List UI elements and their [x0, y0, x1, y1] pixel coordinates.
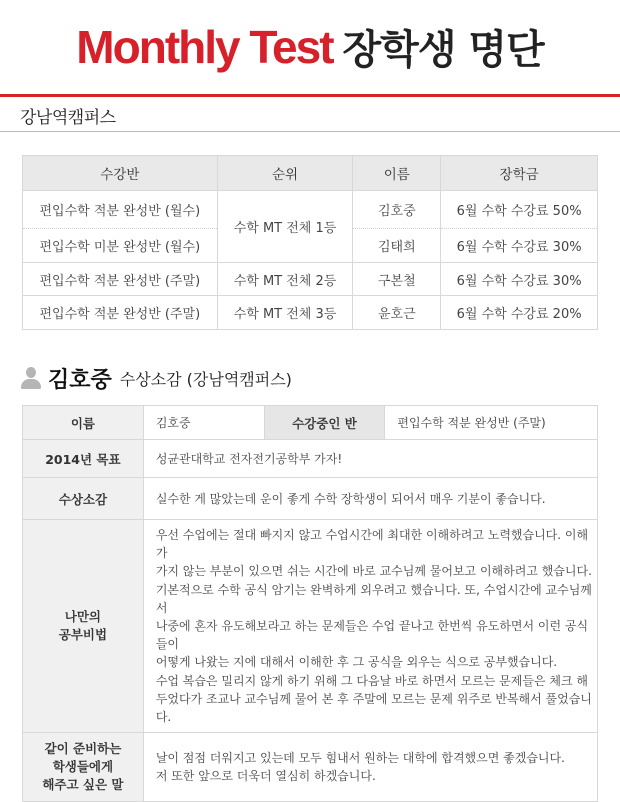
- col-header-name: 이름: [353, 156, 441, 191]
- cell-amount: 6월 수학 수강료 50%: [441, 191, 598, 229]
- table-row: [23, 263, 598, 296]
- testimonial-table: [22, 405, 598, 802]
- cell-class: 편입수학 적분 완성반 (월수): [23, 191, 218, 229]
- cell-class: 편입수학 적분 완성반 (주말): [23, 263, 218, 296]
- value-advice: 날이 점점 더워지고 있는데 모두 힘내서 원하는 대학에 합격했으면 좋겠습니다. 저 또한 앞으로 더욱더 열심히 하겠습니다.: [143, 733, 597, 802]
- col-header-rank: 순위: [217, 156, 353, 191]
- table-row: [23, 733, 598, 802]
- cell-name: 구본철: [353, 263, 441, 296]
- cell-amount: 6월 수학 수강료 30%: [441, 229, 598, 263]
- campus-divider: [0, 131, 620, 132]
- cell-class: 편입수학 적분 완성반 (주말): [23, 296, 218, 330]
- person-icon: [20, 366, 42, 390]
- testimonial-name: 김호중: [48, 367, 112, 393]
- label-method: 나만의 공부비법: [23, 520, 144, 733]
- cell-name: 윤호근: [353, 296, 441, 330]
- label-award: 수상소감: [23, 478, 144, 520]
- cell-name: 김태희: [353, 229, 441, 263]
- page-title: [0, 18, 620, 75]
- table-header-row: [23, 156, 598, 191]
- title-divider: [0, 94, 620, 97]
- campus-label: 강남역캠퍼스: [20, 108, 116, 128]
- title-english: Monthly Test: [76, 21, 333, 73]
- value-name: 김호중: [143, 406, 264, 440]
- cell-class: 편입수학 미분 완성반 (월수): [23, 229, 218, 263]
- label-goal: 2014년 목표: [23, 440, 144, 478]
- testimonial-subtitle: 수상소감 (강남역캠퍼스): [119, 369, 292, 389]
- label-name: 이름: [23, 406, 144, 440]
- table-row: [23, 406, 598, 440]
- title-korean: 장학생 명단: [342, 27, 544, 73]
- value-method: 우선 수업에는 절대 빠지지 않고 수업시간에 최대한 이해하려고 노력했습니다. 이해가 가지 않는 부분이 있으면 쉬는 시간에 바로 교수님께 물어보고 이해하려고 했습니다. 기본적으로 수학 공식 암기는 완벽하게 외우려고 했습니다. 또, 수업시간에 교수님께서 나중에 혼자 유도해보라고 하는 문제들은 수업 끝나고 한번씩 유도하면서 이런 공식들이 어떻게 나왔는 지에 대해서 이해한 후 그 공식을 외우는 식으로 공부했습니다. 수업 복습은 밀리지 않게 하기 위해 그 다음날 바로 하면서 모르는 문제들은 체크 해 두었다가 조교나 교수님께 물어 본 후 주말에 모르는 문제 위주로 반복해서 풀었습니다.: [143, 520, 597, 733]
- table-row: [23, 440, 598, 478]
- table-row: [23, 520, 598, 733]
- col-header-class: 수강반: [23, 156, 218, 191]
- value-class: 편입수학 적분 완성반 (주말): [385, 406, 598, 440]
- col-header-amount: 장학금: [441, 156, 598, 191]
- table-row: [23, 296, 598, 330]
- table-row: [23, 191, 598, 229]
- scholarship-table: [22, 155, 598, 330]
- cell-rank: 수학 MT 전체 1등: [217, 191, 353, 263]
- cell-name: 김호중: [353, 191, 441, 229]
- cell-amount: 6월 수학 수강료 30%: [441, 263, 598, 296]
- table-row: [23, 478, 598, 520]
- page-header: [0, 0, 620, 95]
- testimonial-heading: [20, 361, 292, 395]
- cell-rank: 수학 MT 전체 3등: [217, 296, 353, 330]
- label-class: 수강중인 반: [264, 406, 385, 440]
- cell-amount: 6월 수학 수강료 20%: [441, 296, 598, 330]
- label-advice: 같이 준비하는 학생들에게 해주고 싶은 말: [23, 733, 144, 802]
- value-award: 실수한 게 많았는데 운이 좋게 수학 장학생이 되어서 매우 기분이 좋습니다.: [143, 478, 597, 520]
- value-goal: 성균관대학교 전자전기공학부 가자!: [143, 440, 597, 478]
- cell-rank: 수학 MT 전체 2등: [217, 263, 353, 296]
